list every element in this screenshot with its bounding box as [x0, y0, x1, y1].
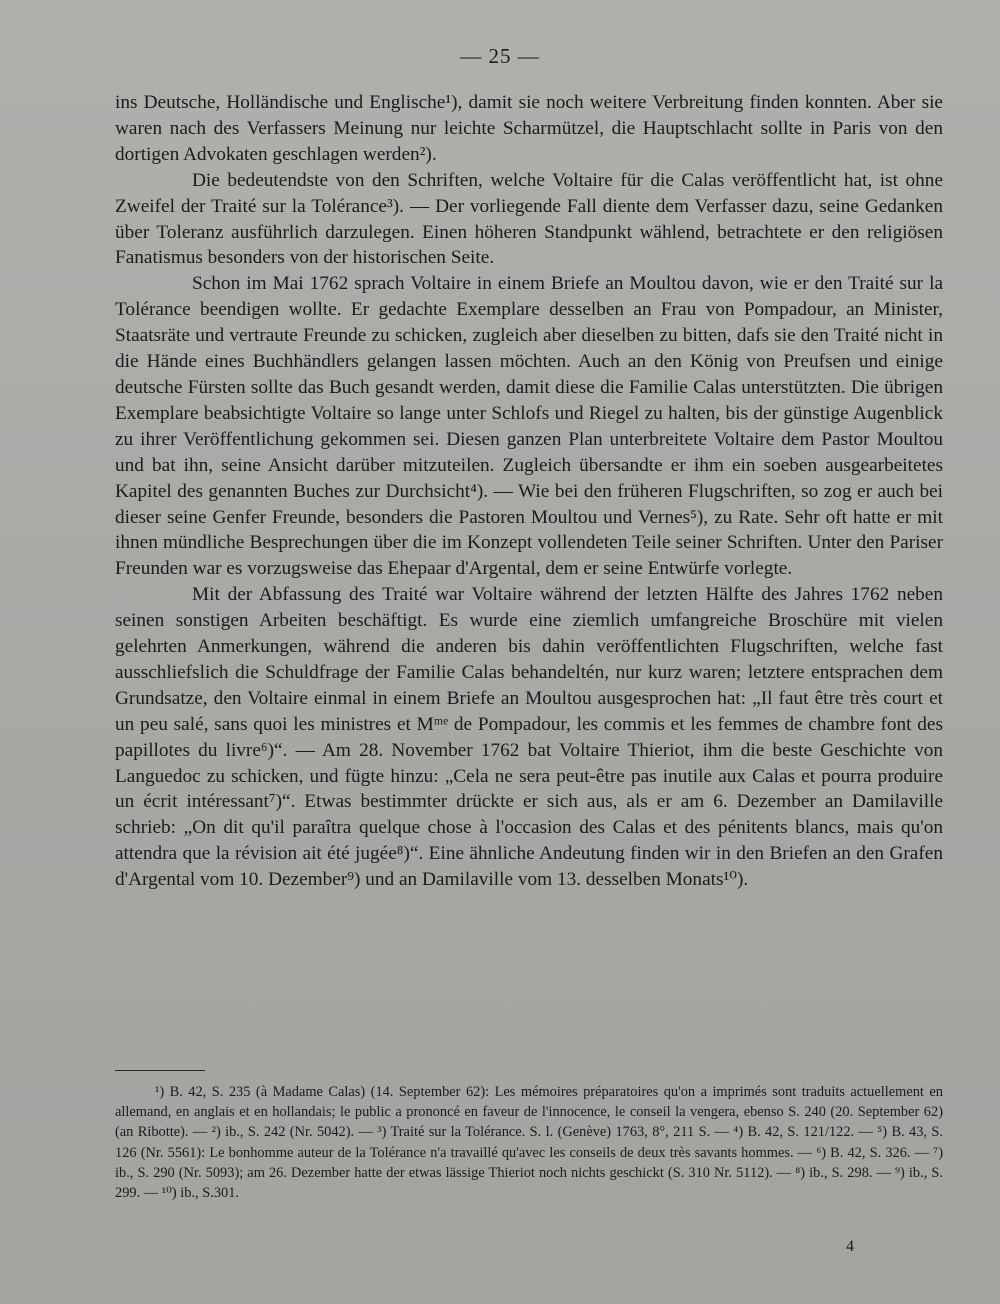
paragraph-2: Die bedeutendste von den Schriften, welche Voltaire für die Calas veröffentlicht hat, ist ohne Zweifel der Traité sur la Tolérance³). — Der vorliegende Fall diente dem Verfasser dazu, seine Gedanken über Toleranz ausführlich darzulegen. Einen höheren Standpunkt wählend, betrachtete er den religiösen Fanatismus besonders von der historischen Seite.: [115, 169, 943, 269]
signature-mark: 4: [846, 1238, 854, 1255]
paragraph-4: Mit der Abfassung des Traité war Voltaire während der letzten Hälfte des Jahres 1762 neben seinen sonstigen Arbeiten beschäftigt. Es wurde eine ziemlich umfangreiche Broschüre mit vielen gelehrten Anmerkungen, während die anderen bis dahin veröffentlichten Flugschriften, welche fast ausschliefslich die Schuldfrage der Familie Calas behandeltén, nur kurz waren; letztere entsprachen dem Grundsatze, den Voltaire einmal in einem Briefe an Moultou ausgesprochen hat: „Il faut être très court et un peu salé, sans quoi les ministres et Mᵐᵉ de Pompadour, les commis et les femmes de chambre font des papillotes du livre⁶)“. — Am 28. November 1762 bat Voltaire Thieriot, ihm die beste Geschichte von Languedoc zu schicken, und fügte hinzu: „Cela ne sera peut-être pas inutile aux Calas et pourra produire un écrit intéressant⁷)“. Etwas bestimmter drückte er sich aus, als er am 6. Dezember an Damilaville schrieb: „On dit qu'il paraîtra quelque chose à l'occasion des Calas et des pénitents blancs, mais qu'on attendra que la révision ait été jugée⁸)“. Eine ähnliche Andeutung finden wir in den Briefen an den Grafen d'Argental vom 10. Dezember⁹) und an Damilaville vom 13. desselben Monats¹⁰).: [115, 584, 943, 891]
footnote-text: ¹) B. 42, S. 235 (à Madame Calas) (14. September 62): Les mémoires préparatoires qu'on a imprimés sont traduits actuellement en allemand, en anglais et en hollandais; le public a prononcé en faveur de l'innocence, le conseil la vengera, ebenso S. 240 (20. September 62) (an Ribotte). — ²) ib., S. 242 (Nr. 5042). — ³) Traité sur la Tolérance. S. l. (Genève) 1763, 8°, 211 S. — ⁴) B. 42, S. 121/122. — ⁵) B. 43, S. 126 (Nr. 5561): Le bonhomme auteur de la Tolérance n'a travaillé qu'avec les conseils de deux très savants hommes. — ⁶) B. 42, S. 326. — ⁷) ib., S. 290 (Nr. 5093); am 26. Dezember hatte der etwas lässige Thieriot noch nichts geschickt (S. 310 Nr. 5112). — ⁸) ib., S. 298. — ⁹) ib., S. 299. — ¹⁰) ib., S.301.: [115, 1084, 943, 1202]
page-number: — 25 —: [460, 44, 540, 68]
body-text: [115, 90, 943, 893]
paragraph-3: Schon im Mai 1762 sprach Voltaire in einem Briefe an Moultou davon, wie er den Traité sur la Tolérance beendigen wollte. Er gedachte Exemplare desselben an Frau von Pompadour, an Minister, Staatsräte und vertraute Freunde zu schicken, zugleich aber dieselben zu bitten, dafs sie den Traité nicht in die Hände eines Buchhändlers gelangen lassen möchten. Auch an den König von Preufsen und einige deutsche Fürsten sollte das Buch gesandt werden, damit diese die Familie Calas unterstützten. Die übrigen Exemplare beabsichtigte Voltaire so lange unter Schlofs und Riegel zu halten, bis der günstige Augenblick zu ihrer Veröffentlichung gekommen sei. Diesen ganzen Plan unterbreitete Voltaire dem Pastor Moultou und bat ihn, seine Ansicht darüber mitzuteilen. Zugleich übersandte er ihm ein soeben ausgearbeitetes Kapitel des genannten Buches zur Durchsicht⁴). — Wie bei den früheren Flugschriften, so zog er auch bei dieser seine Genfer Freunde, besonders die Pastoren Moultou und Vernes⁵), zu Rate. Sehr oft hatte er mit ihnen mündliche Besprechungen über die im Konzept vollendeten Teile seiner Schriften. Unter den Pariser Freunden war es vorzugsweise das Ehepaar d'Argental, dem er seine Entwürfe vorlegte.: [115, 273, 943, 580]
footnote-divider: [115, 1070, 205, 1071]
paragraph-1: ins Deutsche, Holländische und Englische¹), damit sie noch weitere Verbreitung finden konnten. Aber sie waren nach des Verfassers Meinung nur leichte Scharmützel, die Hauptschlacht sollte in Paris von den dortigen Advokaten geschlagen werden²).: [115, 92, 943, 165]
footnotes: [115, 1082, 943, 1203]
